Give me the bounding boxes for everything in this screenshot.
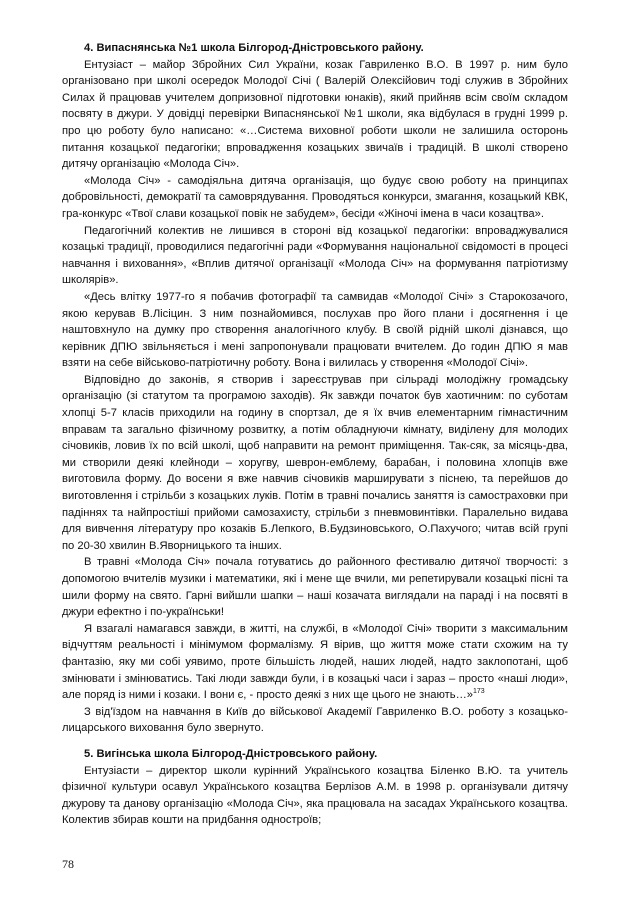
section-4-paragraph-8: З від'їздом на навчання в Київ до військової Академії Гавриленко В.О. роботу з козацько-лицарського виховання було звернуто. <box>62 705 568 735</box>
section-4-paragraph-4: «Десь влітку 1977-го я побачив фотографії та самвидав «Молодої Січі» з Старокозачого, якою керував В.Ліcіцин. З ним познайомився, послухав про його плани і досягнення і це наштовхнуло на думку про створення аналогічного клубу. В своїй рідній школі дізнався, що керівник ДПЮ звільняється і мені запропонували працювати вчителем. До годин ДПЮ я мав взяти на себе військово-патріотичну роботу. Вона і вилилась у створення «Молодої Січі». <box>62 290 568 370</box>
section-4-paragraph-3: Педагогічний колектив не лишився в стороні від козацької педагогіки: впроваджувалися козацькі традиції, проводилися педагогічні ради «Формування національної свідомості в процесі навчання і виховання», «Вплив дитячої організації «Молода Січ» на формування патріотизму школярів». <box>62 224 568 287</box>
section-4-paragraph-2: «Молода Січ» - самодіяльна дитяча організація, що будує свою роботу на принципах добровільності, демократії та самоврядування. Проводяться конкурси, змагання, козацький КВК, гра-конкурс «Твої слави козацької повік не забудем», бесіди «Жіночі імена в часи козацтва». <box>62 174 568 220</box>
section-5-paragraph-1: Ентузіасти – директор школи курінний Українського козацтва Біленко В.Ю. та учитель фізичної культури осавул Українського козацтва Берлізов А.М. в 1998 р. організували дитячу джурову та данову організацію «Молода Січ», яка працювала на засадах Українського козацтва. Колектив збирав кошти на придбання одностроїв; <box>62 764 568 827</box>
section-4-heading: 4. Випаснянська №1 школа Білгород-Дністровського району. <box>84 42 424 54</box>
section-4-paragraph-7-text: Я взагалі намагався завжди, в житті, на службі, в «Молодої Січі» творити з максимальним відчуттям реальності і мінімумом формалізму. Я вірив, що життя може стати схожим на ту фантазію, яку ми собі уявимо, проте більшість людей, наших людей, надто заклопотані, щоб змінювати і змінюватись. Такі люди завжди були, і в козацькі часи і зараз – просто «наші люди», але поряд із ними і козаки. І вони є, - просто деякі з них ще цього не знають…» <box>62 622 568 702</box>
footnote-reference[interactable]: 173 <box>473 688 485 696</box>
section-4-paragraph-5: Відповідно до законів, я створив і зареєстрував при сільраді молодіжну громадську організацію (зі статутом та програмою заходів). Як завжди початок був хаотичним: по суботам хлопці 5-7 класів приходили на годину в спортзал, де я їх вчив елементарним гімнастичним вправам та загально фізичному розвитку, а потім обладнуючи кімнату, виділену для молодих січовиків, ловив їх по всій школі, щоб направити на ремонт приміщення. Так-сяк, за місяць-два, ми створили деякі клейноди – хоругву, шеврон-емблему, барабан, і половина хлопців вже виготовила форму. До восени я вже навчив січовиків марширувати з піснею, та перейшов до виготовлення і стрільби з козацьких луків. Потім в травні почались заняття із самостраховки при падіннях та найпростіші прийоми самозахисту, стрільби з пневмовинтівки. Паралельно видава для вивчення літературу про козаків Б.Лепкого, В.Будзиновського, О.Пахучого; читав всій групі по 20-30 хвилин В.Яворницького та інших. <box>62 373 568 552</box>
section-5-heading: 5. Вигінська школа Білгород-Дністровського району. <box>84 747 378 760</box>
page-number: 78 <box>62 857 74 871</box>
section-4-paragraph-6: В травні «Молода Січ» почала готуватись до районного фестивалю дитячої творчості: з допомогою вчителів музики і математики, які і мене ще вчили, ми репетирували козацькі пісні та шили форму на свято. Гарні вийшли шапки – наші козачата виглядали на параді і на посвяті в джури ефектно і по-українськи! <box>62 556 568 619</box>
section-4-paragraph-1: Ентузіаст – майор Збройних Сил України, козак Гавриленко В.О. В 1997 р. ним було організовано при школі осередок Молодої Січі ( Валерій Олексійович тоді служив в Збройних Силах й працював учителем допризовної підготовки юнаків), який прийняв всім своїм складом посвяту в джури. У довідці перевірки Випаснянської №1 школи, яка відбулася в грудні 1999 р. про цю роботу було написано: «…Система виховної роботи школи не залишила осторонь питання козацької педагогіки; впровадження козацьких звичаїв і традицій. В школі створено дитячу організацію «Молода Січ». <box>62 58 568 171</box>
page-body <box>62 40 568 829</box>
section-4-paragraph-7 <box>62 621 568 704</box>
